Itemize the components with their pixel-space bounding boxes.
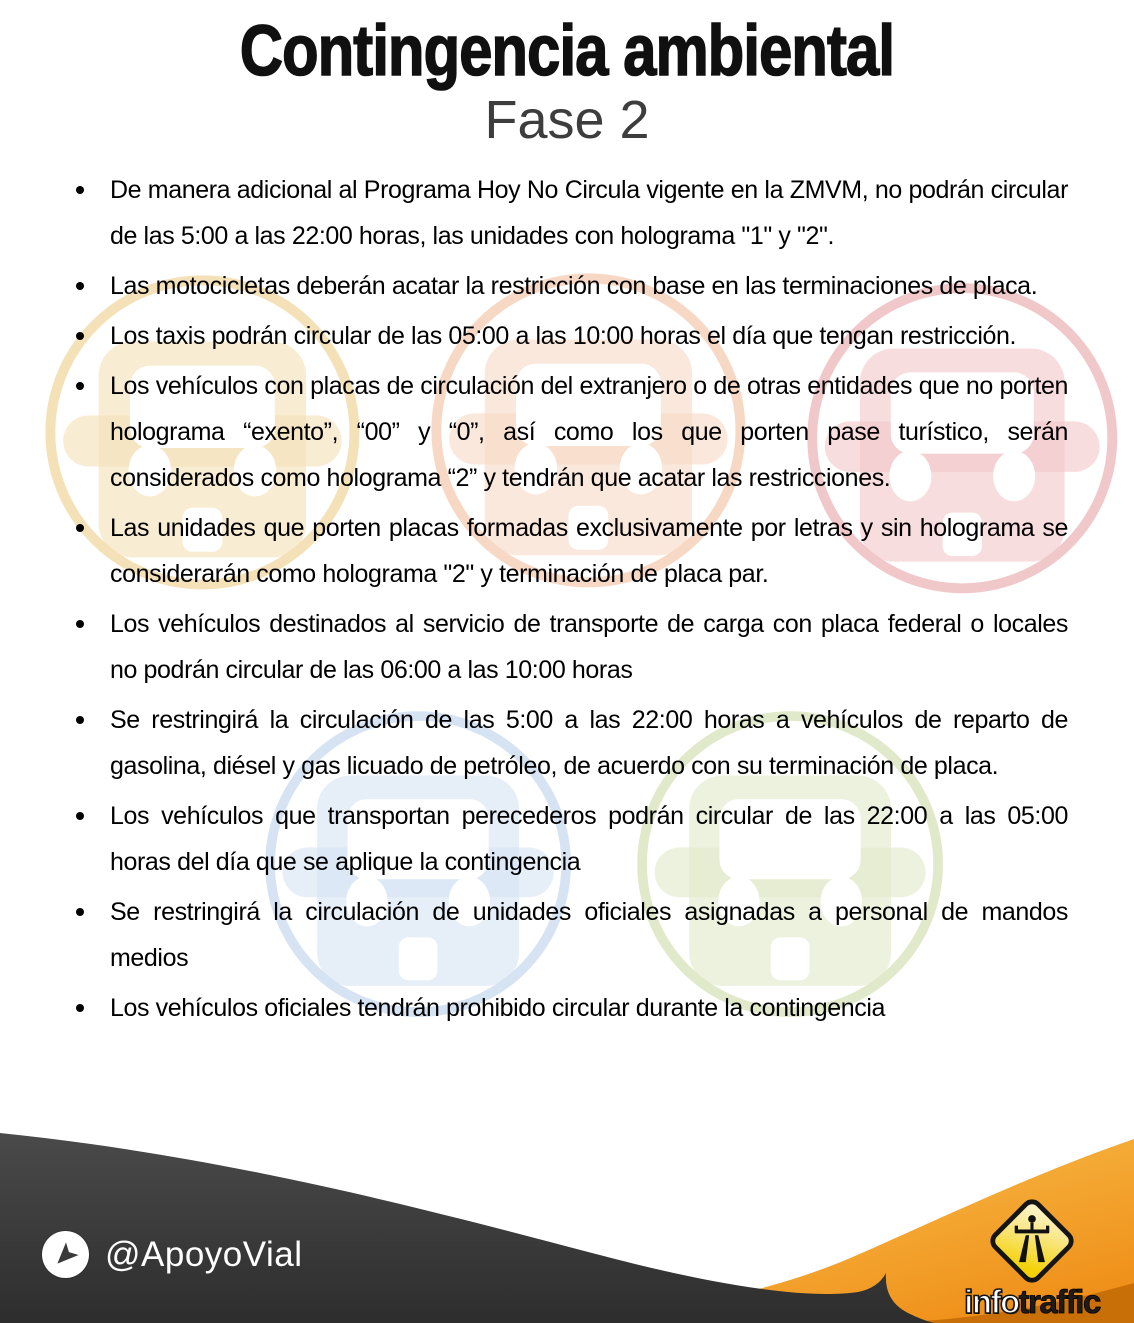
bullet-list (62, 167, 1068, 1031)
infotraffic-logo (952, 1193, 1112, 1321)
footer-dark-wave (0, 1133, 934, 1323)
list-item: Los vehículos destinados al servicio de transporte de carga con placa federal o locales no podrán circular de las 06:00 a las 10:00 horas (62, 601, 1068, 693)
list-item: Los vehículos oficiales tendrán prohibido circular durante la contingencia (62, 985, 1068, 1031)
social-handle: @ApoyoVial (105, 1234, 303, 1274)
header (0, 14, 1134, 150)
list-item: Los vehículos con placas de circulación del extranjero o de otras entidades que no porten holograma “exento”, “00” y “0”, así como los que porten pase turístico, serán considerados como holograma “2” y tendrán que acatar las restricciones. (62, 363, 1068, 501)
brand-info: info (964, 1283, 1019, 1320)
list-item: Los vehículos que transportan perecederos podrán circular de las 22:00 a las 05:00 horas del día que se aplique la contingencia (62, 793, 1068, 885)
page-subtitle: Fase 2 (484, 90, 650, 151)
list-item: De manera adicional al Programa Hoy No Circula vigente en la ZMVM, no podrán circular de las 5:00 a las 22:00 horas, las unidades con holograma "1" y "2". (62, 167, 1068, 259)
brand-wordmark (952, 1283, 1112, 1321)
social-badge (42, 1231, 303, 1278)
list-item: Se restringirá la circulación de unidades oficiales asignadas a personal de mandos medios (62, 889, 1068, 981)
list-item: Se restringirá la circulación de las 5:00 a las 22:00 horas a vehículos de reparto de gasolina, diésel y gas licuado de petróleo, de acuerdo con su terminación de placa. (62, 697, 1068, 789)
list-item: Los taxis podrán circular de las 05:00 a las 10:00 horas el día que tengan restricción. (62, 313, 1068, 359)
list-item: Las motocicletas deberán acatar la restricción con base en las terminaciones de placa. (62, 263, 1068, 309)
footer (0, 1123, 1134, 1323)
navigation-arrow-icon (42, 1231, 89, 1278)
road-sign-icon (984, 1193, 1080, 1289)
list-item: Las unidades que porten placas formadas exclusivamente por letras y sin holograma se considerarán como holograma "2" y terminación de placa par. (62, 505, 1068, 597)
brand-traffic: traffic (1018, 1283, 1100, 1320)
page-title: Contingencia ambiental (239, 12, 895, 91)
